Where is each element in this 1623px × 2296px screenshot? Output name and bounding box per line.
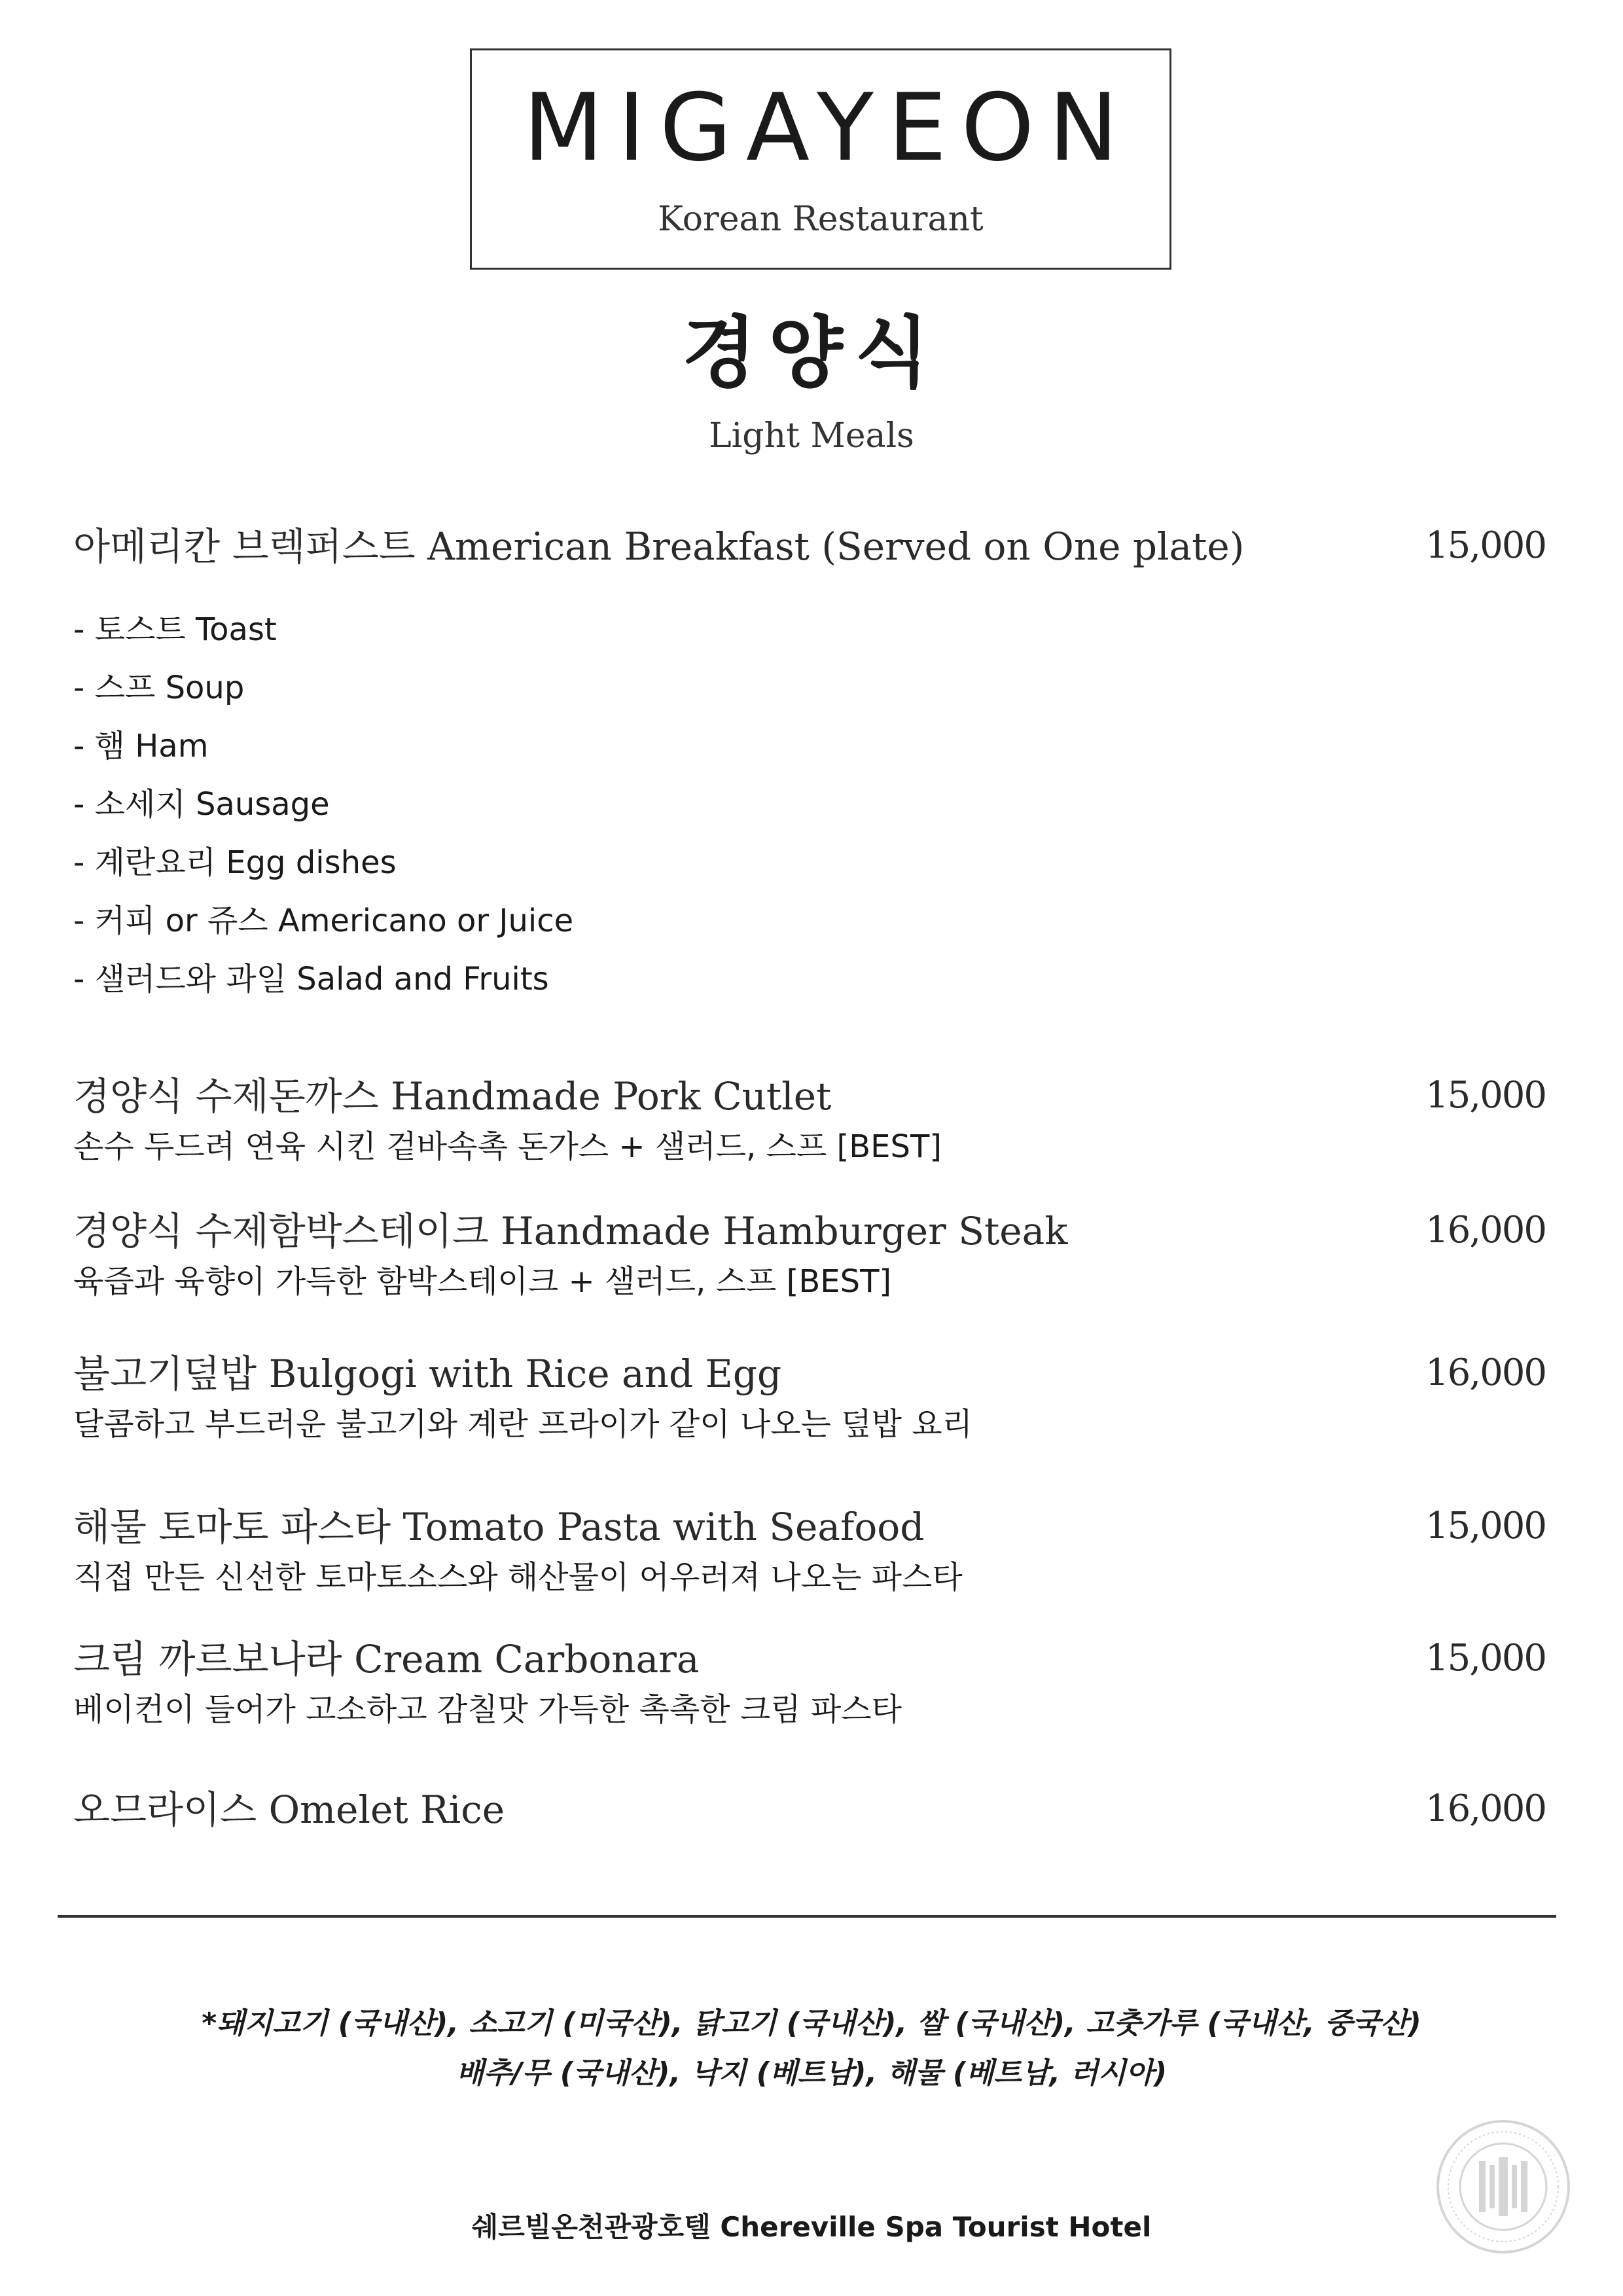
brand-box — [470, 48, 1171, 270]
menu-item-price: 16,000 — [1425, 1352, 1546, 1394]
menu-item-price: 15,000 — [1425, 1637, 1546, 1679]
breakfast-component: - 계란요리 Egg dishes — [73, 844, 397, 881]
menu-item-name: 불고기덮밥 Bulgogi with Rice and Egg — [73, 1352, 782, 1396]
breakfast-component: - 토스트 Toast — [73, 611, 277, 648]
breakfast-component: - 햄 Ham — [73, 728, 209, 764]
menu-item-name: 경양식 수제돈까스 Handmade Pork Cutlet — [73, 1074, 832, 1119]
breakfast-component: - 커피 or 쥬스 Americano or Juice — [73, 903, 574, 939]
menu-item-price: 16,000 — [1425, 1787, 1546, 1830]
menu-item-name: 아메리칸 브렉퍼스트 American Breakfast (Served on One plate) — [73, 524, 1245, 569]
breakfast-components — [73, 611, 574, 1022]
brand-subtitle: Korean Restaurant — [658, 200, 984, 239]
hotel-seal-icon — [1435, 2118, 1572, 2255]
menu-item-name: 경양식 수제함박스테이크 Handmade Hamburger Steak — [73, 1209, 1068, 1253]
menu-item-description: 베이컨이 들어가 고소하고 감칠맛 가득한 촉촉한 크림 파스타 — [73, 1691, 902, 1728]
menu-item-price: 16,000 — [1425, 1209, 1546, 1251]
menu-item-name: 오므라이스 Omelet Rice — [73, 1787, 505, 1832]
breakfast-component: - 샐러드와 과일 Salad and Fruits — [73, 961, 549, 997]
section-title-english: Light Meals — [709, 416, 914, 456]
hotel-name: 쉐르빌온천관광호텔 Chereville Spa Tourist Hotel — [471, 2211, 1152, 2243]
menu-item-description: 손수 두드려 연육 시킨 겉바속촉 돈가스 + 샐러드, 스프 [BEST] — [73, 1128, 942, 1165]
menu-item-name: 크림 까르보나라 Cream Carbonara — [73, 1637, 700, 1681]
menu-item-price: 15,000 — [1425, 524, 1546, 567]
breakfast-component: - 스프 Soup — [73, 670, 245, 706]
section-title-korean: 경양식 — [682, 308, 941, 398]
menu-item-price: 15,000 — [1425, 1074, 1546, 1117]
brand-name: MIGAYEON — [523, 74, 1133, 182]
divider — [58, 1915, 1556, 1918]
menu-item-description: 육즙과 육향이 가득한 함박스테이크 + 샐러드, 스프 [BEST] — [73, 1263, 892, 1300]
origin-note-line-1: *돼지고기 (국내산), 소고기 (미국산), 닭고기 (국내산), 쌀 (국내산), 고춧가루 (국내산, 중국산) — [202, 2007, 1421, 2040]
origin-note-line-2: 배추/무 (국내산), 낙지 (베트남), 해물 (베트남, 러시아) — [455, 2056, 1168, 2090]
menu-item-name: 해물 토마토 파스타 Tomato Pasta with Seafood — [73, 1505, 925, 1549]
menu-item-price: 15,000 — [1425, 1505, 1546, 1547]
breakfast-component: - 소세지 Sausage — [73, 786, 330, 823]
menu-item-description: 직접 만든 신선한 토마토소스와 해산물이 어우러져 나오는 파스타 — [73, 1559, 963, 1596]
menu-item-description: 달콤하고 부드러운 불고기와 계란 프라이가 같이 나오는 덮밥 요리 — [73, 1406, 973, 1443]
